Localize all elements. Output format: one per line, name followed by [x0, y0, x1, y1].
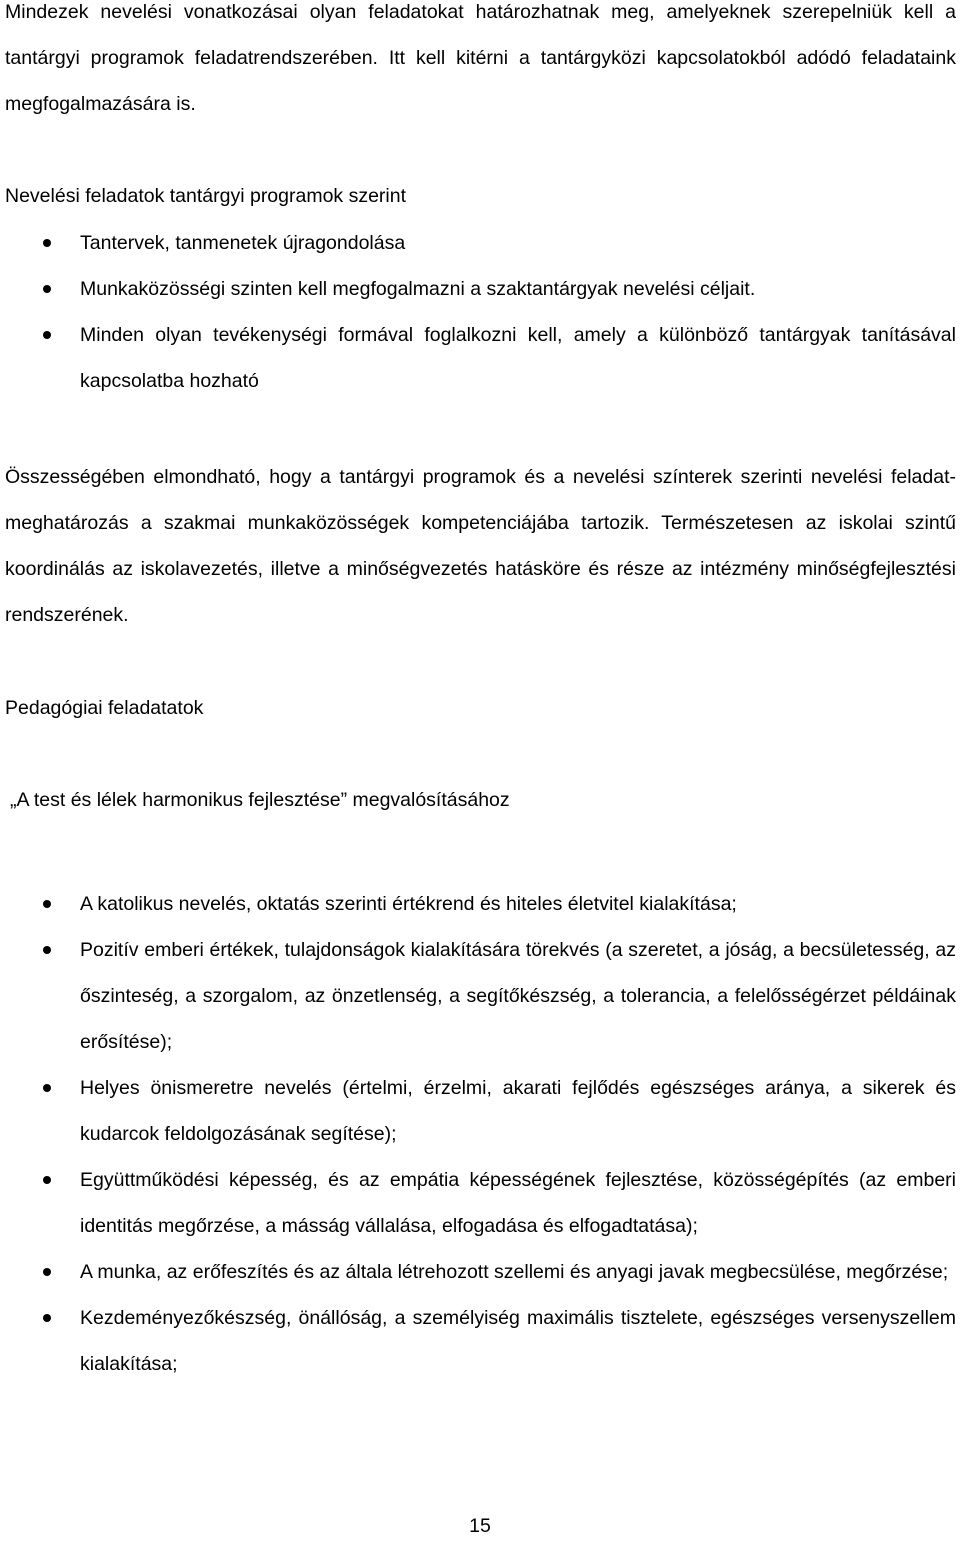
page-number: 15 — [469, 1515, 491, 1537]
list-item — [0, 1295, 956, 1387]
list-item-text: Minden olyan tevékenységi formával foglalkozni kell, amely a különböző tantárgyak tanításával kapcsolatba hozható — [80, 324, 956, 392]
bullet-icon — [43, 1084, 51, 1092]
section-heading-nevelesi-feladatok: Nevelési feladatok tantárgyi programok szerint — [5, 185, 407, 207]
bullet-icon — [43, 331, 51, 339]
list-item-text: Pozitív emberi értékek, tulajdonságok kialakítására törekvés (a szeretet, a jóság, a becsületesség, az őszinteség, a szorgalom, az önzetlenség, a segítőkészség, a tolerancia, a felelősségérzet példáinak erősítése); — [80, 939, 956, 1053]
list-item — [0, 1065, 956, 1157]
summary-paragraph: Összességében elmondható, hogy a tantárgyi programok és a nevelési színterek szerinti nevelési feladat-meghatározás a szakmai munkaközösségek kompetenciájába tartozik. Természetesen az iskolai szintű koordinálás az iskolavezetés, illetve a minőségvezetés hatásköre és része az intézmény minőségfejlesztési rendszerének. — [5, 466, 956, 626]
list-item — [0, 312, 956, 404]
bullet-icon — [43, 1314, 51, 1322]
list-item — [0, 1249, 956, 1295]
list-item-text: Tantervek, tanmenetek újragondolása — [80, 232, 406, 254]
bullet-icon — [43, 285, 51, 293]
subheading-test-es-lelek: „A test és lélek harmonikus fejlesztése” megvalósításához — [10, 789, 510, 811]
list-item — [0, 220, 956, 266]
bullet-icon — [43, 946, 51, 954]
list-item — [0, 1157, 956, 1249]
bullet-icon — [43, 1176, 51, 1184]
bullet-icon — [43, 900, 51, 908]
list-item-text: Munkaközösségi szinten kell megfogalmazni a szaktantárgyak nevelési céljait. — [80, 278, 756, 300]
list-item — [0, 881, 956, 927]
section-heading-pedagogiai-feladatatok: Pedagógiai feladatatok — [5, 697, 204, 719]
list-item-text: A munka, az erőfeszítés és az általa létrehozott szellemi és anyagi javak megbecsülése, megőrzése; — [80, 1261, 949, 1283]
list-item — [0, 927, 956, 1065]
list-item-text: Helyes önismeretre nevelés (értelmi, érzelmi, akarati fejlődés egészséges aránya, a sikerek és kudarcok feldolgozásának segítése); — [80, 1077, 956, 1145]
pedagogiai-feladatok-list — [0, 881, 956, 1387]
list-item-text: Kezdeményezőkészség, önállóság, a személyiség maximális tisztelete, egészséges versenyszellem kialakítása; — [80, 1307, 956, 1375]
intro-paragraph: Mindezek nevelési vonatkozásai olyan feladatokat határozhatnak meg, amelyeknek szerepelniük kell a tantárgyi programok feladatrendszerében. Itt kell kitérni a tantárgyközi kapcsolatokból adódó feladataink megfogalmazására is. — [5, 1, 956, 115]
list-item — [0, 266, 956, 312]
list-item-text: Együttműködési képesség, és az empátia képességének fejlesztése, közösségépítés (az emberi identitás megőrzése, a másság vállalása, elfogadása és elfogadtatása); — [80, 1169, 956, 1237]
bullet-icon — [43, 1268, 51, 1276]
bullet-icon — [43, 239, 51, 247]
list-item-text: A katolikus nevelés, oktatás szerinti értékrend és hiteles életvitel kialakítása; — [80, 893, 737, 915]
tantargyi-feladatok-list — [0, 220, 956, 404]
